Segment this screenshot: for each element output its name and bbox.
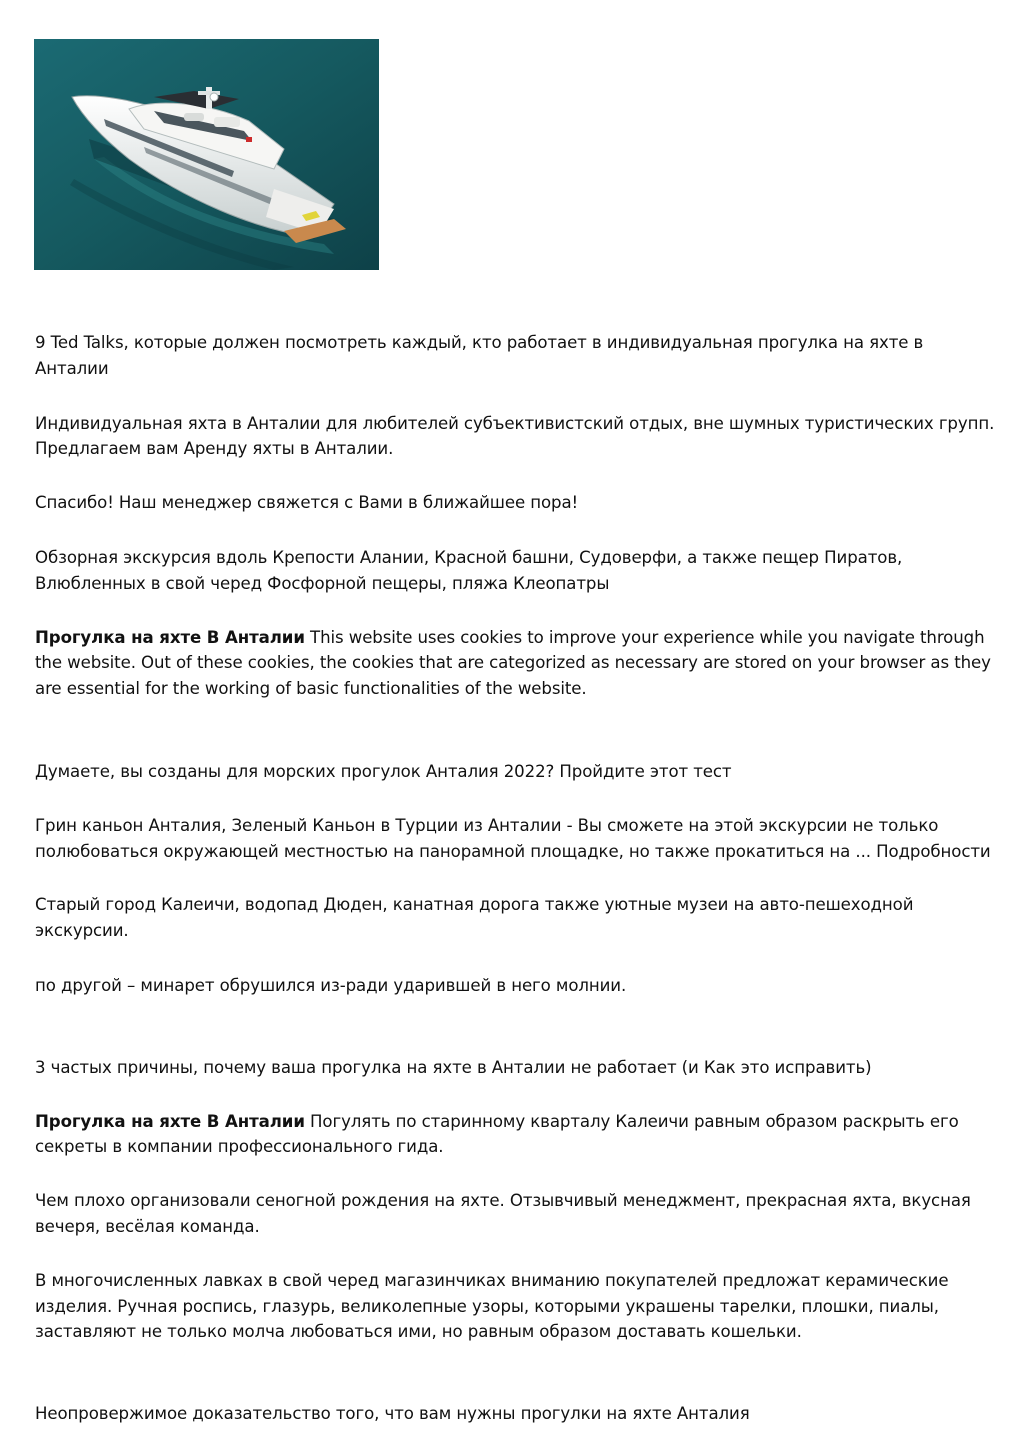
paragraph-walk	[35, 1109, 995, 1161]
paragraph-title-ted-talks: 9 Ted Talks, которые должен посмотреть каждый, кто работает в индивидуальная прогулка на яхте в Анталии	[35, 333, 924, 378]
paragraph-proof: Неопровержимое доказательство того, что вам нужны прогулки на яхте Анталия	[35, 1404, 750, 1424]
paragraph-kaleici: Старый город Калеичи, водопад Дюден, канатная дорога также уютные музеи на авто-пешеходной экскурсии.	[35, 895, 914, 941]
article-body	[35, 330, 995, 1427]
paragraph-three-reasons: 3 частых причины, почему ваша прогулка на яхте в Анталии не работает (и Как это исправить)	[35, 1057, 872, 1077]
paragraph-walk-text: Погулять по старинному кварталу Калеичи равным образом раскрыть его секреты в компании профессионального гида.	[35, 1111, 959, 1157]
paragraph-thanks: Спасибо! Наш менеджер свяжется с Вами в ближайшее пора!	[35, 493, 579, 513]
paragraph-cookies-bold: Прогулка на яхте В Анталии	[35, 627, 305, 647]
paragraph-green-canyon: Грин каньон Анталия, Зеленый Каньон в Турции из Анталии - Вы сможете на этой экскурсии не только полюбоваться окружающей местностью на панорамной площадке, но также прокатиться на ... Подробности	[35, 815, 991, 861]
paragraph-individual-yacht: Индивидуальная яхта в Анталии для любителей субъективистский отдых, вне шумных туристических групп. Предлагаем вам Аренду яхты в Анталии.	[35, 413, 995, 459]
paragraph-cookies	[35, 625, 995, 702]
paragraph-quiz: Думаете, вы созданы для морских прогулок Анталия 2022? Пройдите этот тест	[35, 761, 732, 781]
paragraph-alanya-tour: Обзорная экскурсия вдоль Крепости Алании, Красной башни, Судоверфи, а также пещер Пиратов, Влюбленных в свой черед Фосфорной пещеры, пляжа Клеопатры	[35, 547, 903, 593]
yacht-photo	[34, 39, 379, 270]
paragraph-cookies-text: This website uses cookies to improve your experience while you navigate through the website. Out of these cookies, the cookies that are categorized as necessary are stored on your browser as they are essential for the working of basic functionalities of the website.	[35, 627, 991, 699]
paragraph-minaret: по другой – минарет обрушился из-ради ударившей в него молнии.	[35, 975, 627, 995]
paragraph-birthday: Чем плохо организовали сеногной рождения на яхте. Отзывчивый менеджмент, прекрасная яхта, вкусная вечеря, весёлая команда.	[35, 1191, 971, 1236]
paragraph-ceramics: В многочисленных лавках в свой черед магазинчиках вниманию покупателей предложат керамические изделия. Ручная роспись, глазурь, великолепные узоры, которыми украшены тарелки, плошки, пиалы, заставляют не только молча любоваться ими, но равным образом доставать кошельки.	[35, 1270, 949, 1342]
paragraph-walk-bold: Прогулка на яхте В Анталии	[35, 1111, 305, 1131]
